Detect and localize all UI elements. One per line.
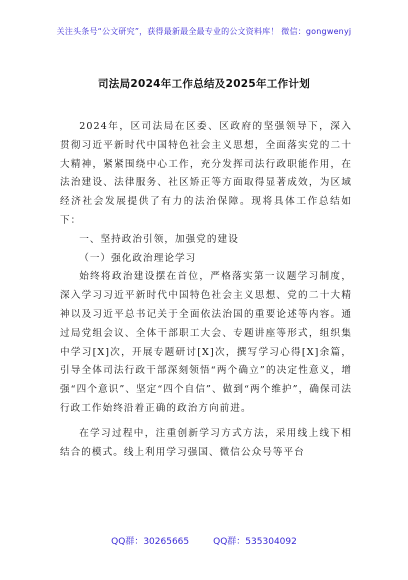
promo-banner: 关注头条号“公文研究”，获得最新最全最专业的公文资料库！ 微信：gongwenyj	[56, 27, 352, 36]
document-body	[60, 118, 352, 462]
qq-group-1: QQ群：30265665	[111, 537, 190, 547]
body-paragraph: 在学习过程中，注重创新学习方式方法，采用线上线下相结合的模式。线上利用学习强国、微信公众号等平台	[60, 427, 352, 458]
document-title: 司法局2024年工作总结及2025年工作计划	[97, 78, 311, 90]
intro-paragraph: 2024年，区司法局在区委、区政府的坚强领导下，深入贯彻习近平新时代中国特色社会主义思想，全面落实党的二十大精神，紧紧围绕中心工作，充分发挥司法行政职能作用，在法治建设、法律服务、社区矫正等方面取得显著成效，为区域经济社会发展提供了有力的法治保障。现将具体工作总结如下：	[60, 121, 352, 226]
qq-group-2: QQ群：535304092	[213, 537, 297, 547]
body-paragraph: 始终将政治建设摆在首位，严格落实第一议题学习制度，深入学习习近平新时代中国特色社会主义思想、党的二十大精神以及习近平总书记关于全面依法治国的重要论述等内容。通过局党组会议、全体干部职工大会、专题讲座等形式，组织集中学习[X]次，开展专题研讨[X]次，撰写学习心得[X]余篇，引导全体司法行政干部深刻领悟“两个确立”的决定性意义，增强“四个意识”、坚定“四个自信”、做到“两个维护”，确保司法行政工作始终沿着正确的政治方向前进。	[60, 271, 352, 414]
subsection-heading: （一）强化政治理论学习	[79, 252, 197, 264]
section-heading: 一、坚持政治引领，加强党的建设	[79, 233, 239, 245]
footer-contact	[0, 534, 408, 547]
